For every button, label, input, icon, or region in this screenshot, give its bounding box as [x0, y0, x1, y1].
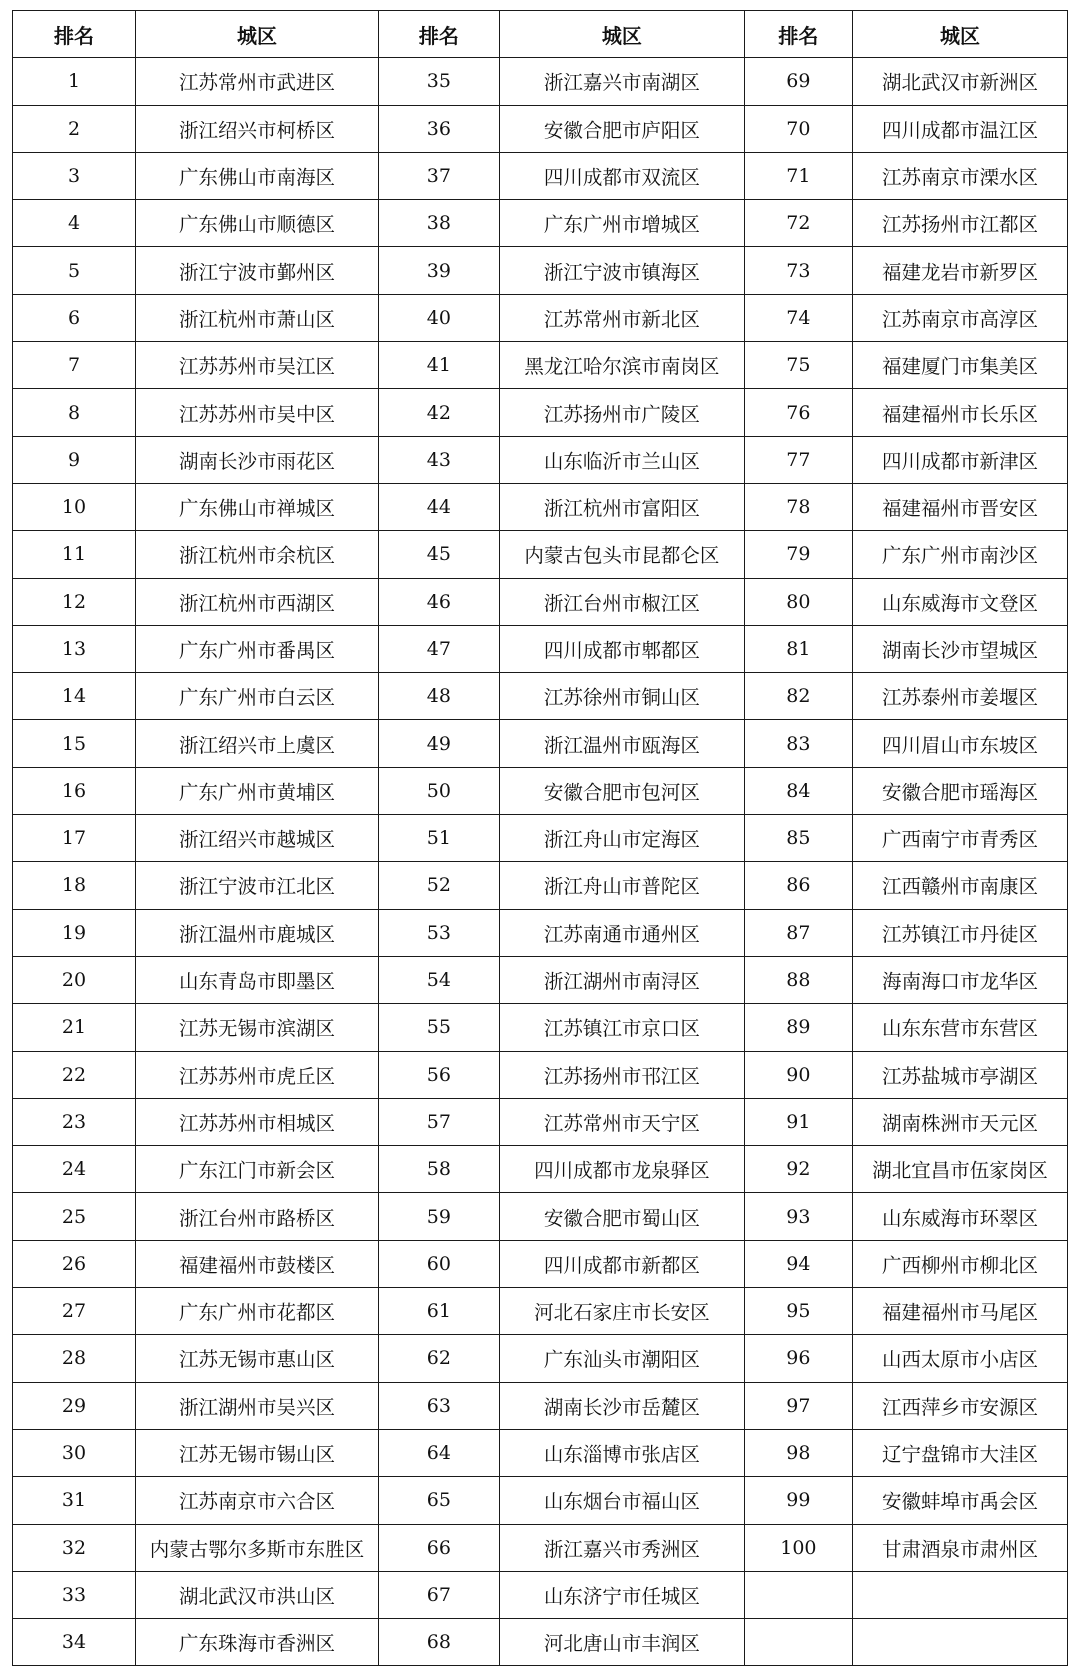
district-cell: 湖南长沙市岳麓区: [499, 1382, 744, 1429]
rank-cell: 19: [13, 909, 136, 956]
rank-cell: 3: [13, 152, 136, 199]
rank-cell: 64: [378, 1429, 499, 1476]
rank-cell: 10: [13, 483, 136, 530]
district-cell: 江苏镇江市丹徒区: [852, 909, 1067, 956]
district-cell: 福建福州市晋安区: [852, 483, 1067, 530]
district-cell: 广东汕头市潮阳区: [499, 1335, 744, 1382]
table-row: [13, 1524, 1068, 1571]
rank-cell: 89: [744, 1004, 852, 1051]
district-cell: 江苏苏州市吴中区: [136, 389, 379, 436]
district-cell: 江苏南京市高淳区: [852, 294, 1067, 341]
district-cell: 浙江杭州市西湖区: [136, 578, 379, 625]
table-row: [13, 815, 1068, 862]
table-row: [13, 294, 1068, 341]
district-cell: 河北唐山市丰润区: [499, 1619, 744, 1666]
rank-cell: 59: [378, 1193, 499, 1240]
rank-cell: 52: [378, 862, 499, 909]
district-cell: 湖北宜昌市伍家岗区: [852, 1146, 1067, 1193]
rank-cell: 79: [744, 531, 852, 578]
rank-cell: 72: [744, 200, 852, 247]
district-cell: 山东淄博市张店区: [499, 1429, 744, 1476]
rank-cell: 2: [13, 105, 136, 152]
ranking-table-body: [13, 58, 1068, 1666]
district-cell: 江苏无锡市惠山区: [136, 1335, 379, 1382]
table-row: [13, 862, 1068, 909]
rank-cell: 69: [744, 58, 852, 105]
rank-cell: 23: [13, 1098, 136, 1145]
district-cell: 海南海口市龙华区: [852, 956, 1067, 1003]
district-cell: 山东烟台市福山区: [499, 1477, 744, 1524]
district-cell: 四川成都市新津区: [852, 436, 1067, 483]
rank-cell: 36: [378, 105, 499, 152]
rank-cell: 39: [378, 247, 499, 294]
table-row: [13, 58, 1068, 105]
district-cell: 浙江台州市路桥区: [136, 1193, 379, 1240]
district-cell: 福建厦门市集美区: [852, 342, 1067, 389]
table-row: [13, 1098, 1068, 1145]
rank-cell: 14: [13, 673, 136, 720]
rank-cell: 31: [13, 1477, 136, 1524]
table-row: [13, 578, 1068, 625]
rank-cell: 1: [13, 58, 136, 105]
district-cell: 江苏常州市武进区: [136, 58, 379, 105]
district-cell: 山东东营市东营区: [852, 1004, 1067, 1051]
table-row: [13, 720, 1068, 767]
district-cell: 内蒙古包头市昆都仑区: [499, 531, 744, 578]
rank-cell: 5: [13, 247, 136, 294]
rank-cell: 30: [13, 1429, 136, 1476]
rank-cell: 77: [744, 436, 852, 483]
district-cell: 山东威海市环翠区: [852, 1193, 1067, 1240]
district-cell: 广东广州市白云区: [136, 673, 379, 720]
rank-cell: 88: [744, 956, 852, 1003]
table-row: [13, 1146, 1068, 1193]
rank-cell: 48: [378, 673, 499, 720]
district-cell: 浙江台州市椒江区: [499, 578, 744, 625]
district-cell: 广西南宁市青秀区: [852, 815, 1067, 862]
rank-cell: 86: [744, 862, 852, 909]
district-cell: 广东佛山市南海区: [136, 152, 379, 199]
district-cell: 安徽合肥市蜀山区: [499, 1193, 744, 1240]
table-row: [13, 436, 1068, 483]
district-cell: 江苏扬州市邗江区: [499, 1051, 744, 1098]
rank-cell: 62: [378, 1335, 499, 1382]
district-cell: 广东广州市增城区: [499, 200, 744, 247]
rank-cell: 54: [378, 956, 499, 1003]
rank-cell: 24: [13, 1146, 136, 1193]
district-cell: 浙江宁波市江北区: [136, 862, 379, 909]
district-cell: 浙江温州市瓯海区: [499, 720, 744, 767]
district-cell: 广东广州市番禺区: [136, 625, 379, 672]
rank-cell: 42: [378, 389, 499, 436]
rank-cell: 41: [378, 342, 499, 389]
rank-cell: 44: [378, 483, 499, 530]
district-cell: 江苏徐州市铜山区: [499, 673, 744, 720]
district-cell: 江西赣州市南康区: [852, 862, 1067, 909]
rank-cell: 71: [744, 152, 852, 199]
district-cell: 广东江门市新会区: [136, 1146, 379, 1193]
header-rank-1: 排名: [13, 11, 136, 58]
rank-cell: 43: [378, 436, 499, 483]
district-cell: 广东佛山市顺德区: [136, 200, 379, 247]
district-cell: 湖南长沙市望城区: [852, 625, 1067, 672]
rank-cell: 37: [378, 152, 499, 199]
table-row: [13, 1240, 1068, 1287]
district-cell: 江苏盐城市亭湖区: [852, 1051, 1067, 1098]
rank-cell: 50: [378, 767, 499, 814]
table-row: [13, 389, 1068, 436]
rank-cell: [744, 1571, 852, 1618]
district-cell: 黑龙江哈尔滨市南岗区: [499, 342, 744, 389]
district-cell: 江苏无锡市滨湖区: [136, 1004, 379, 1051]
district-cell: 浙江宁波市鄞州区: [136, 247, 379, 294]
rank-cell: 66: [378, 1524, 499, 1571]
rank-cell: 4: [13, 200, 136, 247]
table-row: [13, 531, 1068, 578]
header-district-2: 城区: [499, 11, 744, 58]
district-cell: [852, 1571, 1067, 1618]
district-cell: 福建福州市马尾区: [852, 1288, 1067, 1335]
rank-cell: 74: [744, 294, 852, 341]
rank-cell: 94: [744, 1240, 852, 1287]
table-row: [13, 1051, 1068, 1098]
district-cell: 广西柳州市柳北区: [852, 1240, 1067, 1287]
rank-cell: 84: [744, 767, 852, 814]
district-cell: 广东广州市花都区: [136, 1288, 379, 1335]
district-cell: 江苏常州市天宁区: [499, 1098, 744, 1145]
rank-cell: 13: [13, 625, 136, 672]
rank-cell: 58: [378, 1146, 499, 1193]
district-cell: 江苏南京市溧水区: [852, 152, 1067, 199]
district-cell: 四川成都市龙泉驿区: [499, 1146, 744, 1193]
district-cell: 江苏常州市新北区: [499, 294, 744, 341]
rank-cell: 65: [378, 1477, 499, 1524]
rank-cell: 18: [13, 862, 136, 909]
rank-cell: 34: [13, 1619, 136, 1666]
district-cell: 湖南长沙市雨花区: [136, 436, 379, 483]
table-row: [13, 483, 1068, 530]
rank-cell: 21: [13, 1004, 136, 1051]
rank-cell: 26: [13, 1240, 136, 1287]
rank-cell: 70: [744, 105, 852, 152]
rank-cell: 100: [744, 1524, 852, 1571]
district-cell: 甘肃酒泉市肃州区: [852, 1524, 1067, 1571]
district-cell: 湖南株洲市天元区: [852, 1098, 1067, 1145]
rank-cell: 22: [13, 1051, 136, 1098]
rank-cell: 60: [378, 1240, 499, 1287]
rank-cell: 11: [13, 531, 136, 578]
district-cell: 湖北武汉市新洲区: [852, 58, 1067, 105]
rank-cell: 51: [378, 815, 499, 862]
rank-cell: 53: [378, 909, 499, 956]
district-cell: 江苏苏州市吴江区: [136, 342, 379, 389]
table-row: [13, 247, 1068, 294]
district-cell: 山东临沂市兰山区: [499, 436, 744, 483]
rank-cell: 55: [378, 1004, 499, 1051]
district-cell: 浙江温州市鹿城区: [136, 909, 379, 956]
district-cell: 安徽蚌埠市禹会区: [852, 1477, 1067, 1524]
rank-cell: 40: [378, 294, 499, 341]
table-row: [13, 1335, 1068, 1382]
district-cell: 广东广州市黄埔区: [136, 767, 379, 814]
table-row: [13, 1429, 1068, 1476]
rank-cell: 92: [744, 1146, 852, 1193]
district-cell: 山东济宁市任城区: [499, 1571, 744, 1618]
rank-cell: 32: [13, 1524, 136, 1571]
rank-cell: 46: [378, 578, 499, 625]
rank-cell: 20: [13, 956, 136, 1003]
rank-cell: 83: [744, 720, 852, 767]
district-cell: 浙江杭州市余杭区: [136, 531, 379, 578]
table-row: [13, 1193, 1068, 1240]
rank-cell: 7: [13, 342, 136, 389]
rank-cell: 38: [378, 200, 499, 247]
rank-cell: 96: [744, 1335, 852, 1382]
rank-cell: 16: [13, 767, 136, 814]
district-cell: 内蒙古鄂尔多斯市东胜区: [136, 1524, 379, 1571]
district-cell: 浙江杭州市萧山区: [136, 294, 379, 341]
table-row: [13, 673, 1068, 720]
district-cell: 江苏南通市通州区: [499, 909, 744, 956]
district-cell: 福建龙岩市新罗区: [852, 247, 1067, 294]
rank-cell: 9: [13, 436, 136, 483]
rank-cell: 73: [744, 247, 852, 294]
rank-cell: 97: [744, 1382, 852, 1429]
district-cell: 江苏扬州市江都区: [852, 200, 1067, 247]
district-cell: 浙江湖州市南浔区: [499, 956, 744, 1003]
district-cell: 广东佛山市禅城区: [136, 483, 379, 530]
district-cell: 安徽合肥市庐阳区: [499, 105, 744, 152]
rank-cell: 56: [378, 1051, 499, 1098]
rank-cell: 33: [13, 1571, 136, 1618]
table-row: [13, 1619, 1068, 1666]
table-row: [13, 200, 1068, 247]
header-rank-2: 排名: [378, 11, 499, 58]
rank-cell: 99: [744, 1477, 852, 1524]
rank-cell: 76: [744, 389, 852, 436]
rank-cell: 25: [13, 1193, 136, 1240]
rank-cell: 49: [378, 720, 499, 767]
district-cell: 广东珠海市香洲区: [136, 1619, 379, 1666]
district-cell: 浙江绍兴市越城区: [136, 815, 379, 862]
district-cell: 浙江嘉兴市南湖区: [499, 58, 744, 105]
district-cell: 福建福州市长乐区: [852, 389, 1067, 436]
rank-cell: 61: [378, 1288, 499, 1335]
ranking-table: [12, 10, 1068, 1666]
rank-cell: 82: [744, 673, 852, 720]
district-cell: 江西萍乡市安源区: [852, 1382, 1067, 1429]
table-header-row: [13, 11, 1068, 58]
district-cell: 浙江宁波市镇海区: [499, 247, 744, 294]
header-district-3: 城区: [852, 11, 1067, 58]
rank-cell: 8: [13, 389, 136, 436]
rank-cell: 67: [378, 1571, 499, 1618]
district-cell: 浙江嘉兴市秀洲区: [499, 1524, 744, 1571]
district-cell: 四川眉山市东坡区: [852, 720, 1067, 767]
rank-cell: 78: [744, 483, 852, 530]
district-cell: 福建福州市鼓楼区: [136, 1240, 379, 1287]
district-cell: 安徽合肥市包河区: [499, 767, 744, 814]
district-cell: [852, 1619, 1067, 1666]
district-cell: 浙江舟山市定海区: [499, 815, 744, 862]
table-row: [13, 956, 1068, 1003]
table-row: [13, 1382, 1068, 1429]
rank-cell: 47: [378, 625, 499, 672]
table-row: [13, 105, 1068, 152]
table-row: [13, 625, 1068, 672]
rank-cell: 45: [378, 531, 499, 578]
table-row: [13, 342, 1068, 389]
district-cell: 四川成都市温江区: [852, 105, 1067, 152]
rank-cell: 80: [744, 578, 852, 625]
district-cell: 山西太原市小店区: [852, 1335, 1067, 1382]
rank-cell: 95: [744, 1288, 852, 1335]
rank-cell: 90: [744, 1051, 852, 1098]
rank-cell: 15: [13, 720, 136, 767]
rank-cell: 6: [13, 294, 136, 341]
rank-cell: 17: [13, 815, 136, 862]
rank-cell: 93: [744, 1193, 852, 1240]
rank-cell: 85: [744, 815, 852, 862]
district-cell: 四川成都市郫都区: [499, 625, 744, 672]
rank-cell: 28: [13, 1335, 136, 1382]
header-rank-3: 排名: [744, 11, 852, 58]
district-cell: 安徽合肥市瑶海区: [852, 767, 1067, 814]
district-cell: 河北石家庄市长安区: [499, 1288, 744, 1335]
table-row: [13, 152, 1068, 199]
district-cell: 江苏无锡市锡山区: [136, 1429, 379, 1476]
district-cell: 广东广州市南沙区: [852, 531, 1067, 578]
table-row: [13, 1288, 1068, 1335]
rank-cell: [744, 1619, 852, 1666]
rank-cell: 12: [13, 578, 136, 625]
district-cell: 浙江杭州市富阳区: [499, 483, 744, 530]
district-cell: 山东青岛市即墨区: [136, 956, 379, 1003]
district-cell: 江苏南京市六合区: [136, 1477, 379, 1524]
rank-cell: 75: [744, 342, 852, 389]
rank-cell: 81: [744, 625, 852, 672]
rank-cell: 27: [13, 1288, 136, 1335]
district-cell: 浙江绍兴市上虞区: [136, 720, 379, 767]
rank-cell: 29: [13, 1382, 136, 1429]
table-row: [13, 1004, 1068, 1051]
district-cell: 山东威海市文登区: [852, 578, 1067, 625]
table-row: [13, 767, 1068, 814]
district-cell: 浙江绍兴市柯桥区: [136, 105, 379, 152]
district-cell: 江苏镇江市京口区: [499, 1004, 744, 1051]
rank-cell: 57: [378, 1098, 499, 1145]
district-cell: 浙江舟山市普陀区: [499, 862, 744, 909]
district-cell: 辽宁盘锦市大洼区: [852, 1429, 1067, 1476]
rank-cell: 63: [378, 1382, 499, 1429]
rank-cell: 87: [744, 909, 852, 956]
district-cell: 四川成都市新都区: [499, 1240, 744, 1287]
district-cell: 江苏苏州市虎丘区: [136, 1051, 379, 1098]
rank-cell: 91: [744, 1098, 852, 1145]
district-cell: 江苏泰州市姜堰区: [852, 673, 1067, 720]
district-cell: 浙江湖州市吴兴区: [136, 1382, 379, 1429]
table-row: [13, 909, 1068, 956]
table-row: [13, 1477, 1068, 1524]
header-district-1: 城区: [136, 11, 379, 58]
rank-cell: 98: [744, 1429, 852, 1476]
district-cell: 四川成都市双流区: [499, 152, 744, 199]
district-cell: 江苏苏州市相城区: [136, 1098, 379, 1145]
table-row: [13, 1571, 1068, 1618]
rank-cell: 35: [378, 58, 499, 105]
district-cell: 湖北武汉市洪山区: [136, 1571, 379, 1618]
rank-cell: 68: [378, 1619, 499, 1666]
district-cell: 江苏扬州市广陵区: [499, 389, 744, 436]
